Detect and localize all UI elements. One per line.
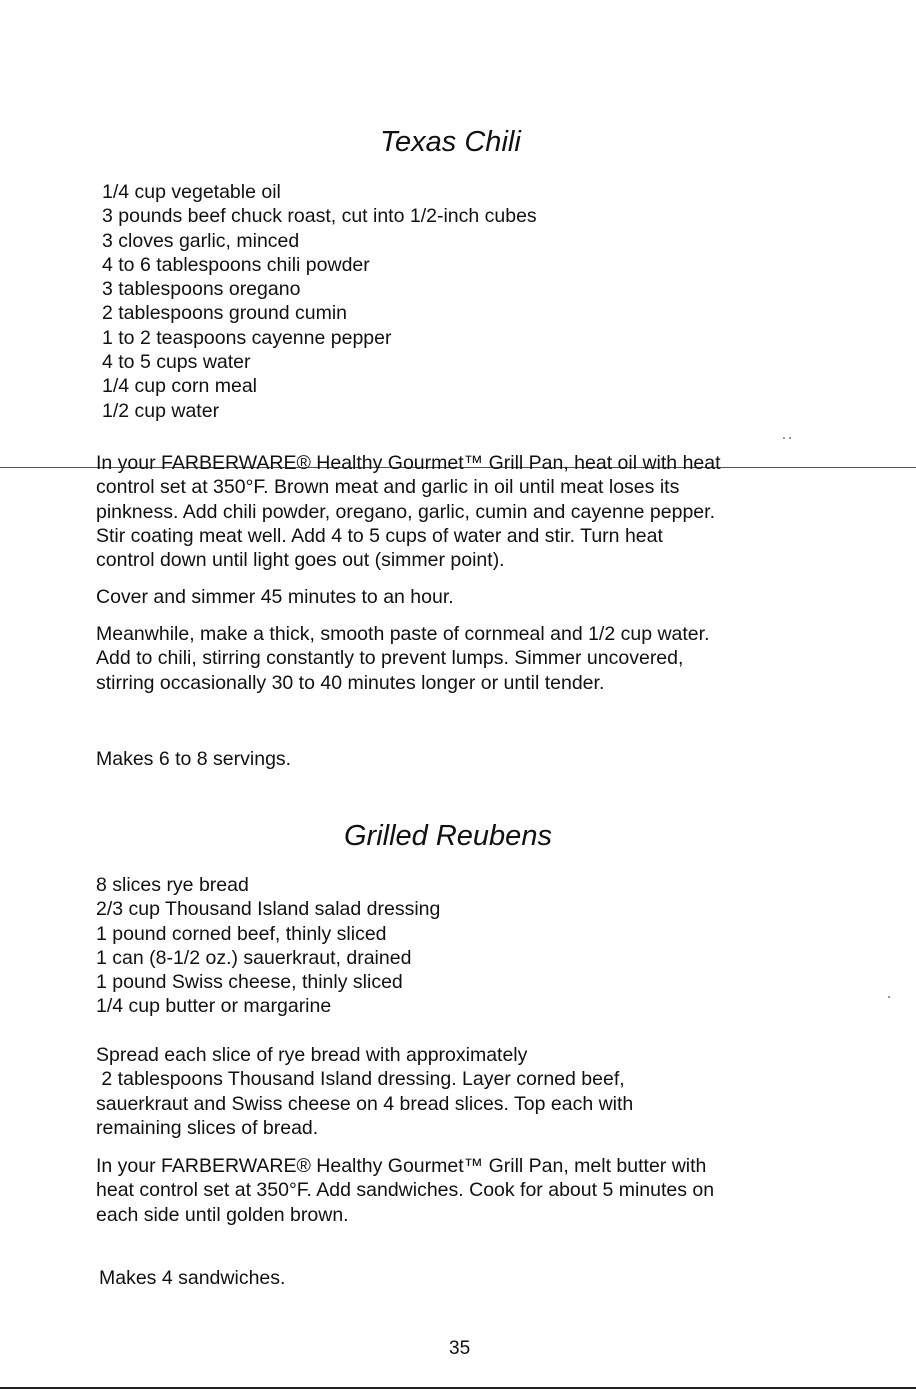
instruction-line: each side until golden brown. [96,1203,349,1226]
recipe-yield [96,747,291,771]
instruction-line: sauerkraut and Swiss cheese on 4 bread slices. Top each with [96,1092,634,1115]
instruction-line: In your FARBERWARE® Healthy Gourmet™ Grill Pan, melt butter with [96,1155,707,1177]
yield-text: Makes 4 sandwiches. [99,1267,286,1289]
recipe-title-grilled-reubens: Grilled Reubens [344,820,552,852]
instruction-paragraph [96,622,710,695]
ingredient-item: 1 pound Swiss cheese, thinly sliced [96,971,403,994]
instruction-paragraph [96,451,721,572]
ingredient-item: 1 to 2 teaspoons cayenne pepper [102,326,392,349]
ingredient-item: 4 to 5 cups water [102,351,251,374]
recipe-yield [99,1266,285,1290]
ingredient-item: 8 slices rye bread [96,874,249,896]
instruction-line: 2 tablespoons Thousand Island dressing. Layer corned beef, [96,1068,625,1091]
ingredient-item: 1/4 cup corn meal [102,375,258,398]
ingredient-list-texas-chili [102,180,537,423]
scan-speck [888,996,890,998]
ingredient-item: 1/4 cup vegetable oil [102,181,281,203]
instruction-line: stirring occasionally 30 to 40 minutes longer or until tender. [96,671,605,694]
ingredient-item: 3 pounds beef chuck roast, cut into 1/2-inch cubes [102,205,537,228]
yield-text: Makes 6 to 8 servings. [96,748,292,770]
instruction-line: In your FARBERWARE® Healthy Gourmet™ Grill Pan, heat oil with heat [96,452,721,474]
instruction-line: Spread each slice of rye bread with approximately [96,1044,528,1066]
instruction-line: control set at 350°F. Brown meat and garlic in oil until meat loses its [96,476,680,499]
instruction-line: remaining slices of bread. [96,1116,319,1139]
instruction-line: Meanwhile, make a thick, smooth paste of cornmeal and 1/2 cup water. [96,623,710,645]
ingredient-item: 1/2 cup water [102,399,220,422]
recipe-title-texas-chili: Texas Chili [380,126,521,158]
scan-speck [789,437,791,439]
ingredient-item: 2 tablespoons ground cumin [102,302,347,325]
instruction-line: Cover and simmer 45 minutes to an hour. [96,586,454,608]
instruction-line: Stir coating meat well. Add 4 to 5 cups of water and stir. Turn heat [96,524,663,547]
instruction-paragraph [96,585,454,609]
ingredient-item: 1/4 cup butter or margarine [96,995,332,1018]
instruction-line: control down until light goes out (simmer point). [96,549,505,572]
instruction-line: Add to chili, stirring constantly to prevent lumps. Simmer uncovered, [96,647,684,670]
page-number: 35 [449,1338,471,1359]
ingredient-item: 1 pound corned beef, thinly sliced [96,922,387,945]
ingredient-item: 1 can (8-1/2 oz.) sauerkraut, drained [96,946,412,969]
instruction-paragraph [96,1154,714,1227]
instruction-line: heat control set at 350°F. Add sandwiches. Cook for about 5 minutes on [96,1179,715,1202]
ingredient-item: 4 to 6 tablespoons chili powder [102,253,370,276]
ingredient-item: 3 tablespoons oregano [102,278,301,301]
ingredient-item: 3 cloves garlic, minced [102,229,300,252]
ingredient-item: 2/3 cup Thousand Island salad dressing [96,898,441,921]
ingredient-list-grilled-reubens [96,873,440,1019]
instruction-line: pinkness. Add chili powder, oregano, garlic, cumin and cayenne pepper. [96,500,715,523]
scan-speck [783,437,785,439]
instruction-paragraph [96,1043,633,1140]
page-bottom-edge [0,1387,916,1389]
